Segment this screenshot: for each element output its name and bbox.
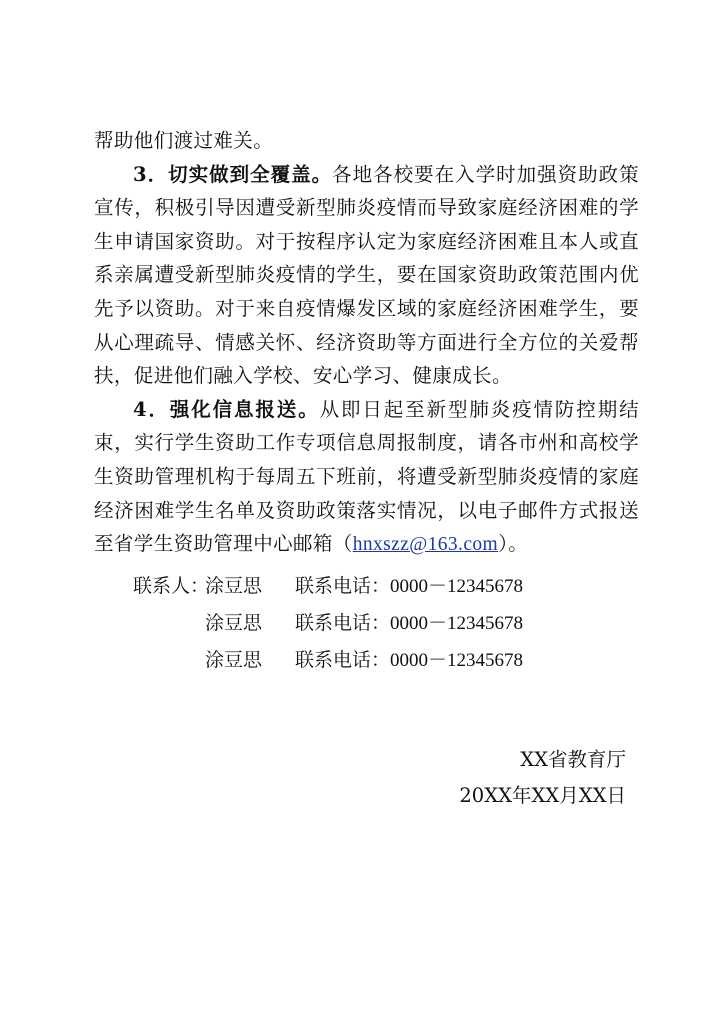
item4-text: 从即日起至新型肺炎疫情防控期结束，实行学生资助工作专项信息周报制度，请各市州和高校学生资助管理机构于每周五下班前，将遭受新型肺炎疫情的家庭经济困难学生名单及资助政策落实情况，以电子邮件方式报送至省学生资助管理中心邮箱（ — [94, 397, 639, 556]
item4-paragraph — [94, 393, 639, 562]
item3-text: 各地各校要在入学时加强资助政策宣传，积极引导因遭受新型肺炎疫情而导致家庭经济困难的学生申请国家资助。对于按程序认定为家庭经济困难且本人或直系亲属遭受新型肺炎疫情的学生，要在国家资助政策范围内优先予以资助。对于来自疫情爆发区域的家庭经济困难学生，要从心理疏导、情感关怀、经济资助等方面进行全方位的关爱帮扶，促进他们融入学校、安心学习、健康成长。 — [94, 162, 639, 388]
item3-paragraph — [94, 158, 639, 393]
email-link[interactable]: hnxszz@163.com — [352, 534, 499, 556]
signature-block — [459, 742, 626, 814]
contact-phone-label: 联系电话： — [295, 612, 391, 634]
continuation-paragraph: 帮助他们渡过难关。 — [94, 129, 274, 152]
contact-name: 涂豆思 — [205, 575, 263, 597]
item4-heading: 4．强化信息报送。 — [133, 397, 320, 421]
issue-date: 20XX年XX月XX日 — [459, 784, 626, 807]
contact-label: 联系人： — [133, 575, 210, 597]
contact-name: 涂豆思 — [205, 649, 263, 671]
item4-text-end: ）。 — [498, 532, 529, 556]
contact-phone: 0000－12345678 — [390, 613, 524, 634]
contacts-block — [133, 568, 523, 679]
contact-phone-label: 联系电话： — [295, 649, 391, 671]
issuing-organization: XX省教育厅 — [520, 748, 626, 771]
contact-phone: 0000－12345678 — [390, 650, 524, 671]
contact-phone: 0000－12345678 — [390, 576, 524, 597]
contact-phone-label: 联系电话： — [295, 575, 391, 597]
contact-row — [133, 568, 523, 605]
contact-name: 涂豆思 — [205, 612, 263, 634]
contact-row — [133, 605, 523, 642]
contact-row — [133, 642, 523, 679]
item3-heading: 3．切实做到全覆盖。 — [133, 162, 333, 186]
document-body — [94, 124, 639, 562]
